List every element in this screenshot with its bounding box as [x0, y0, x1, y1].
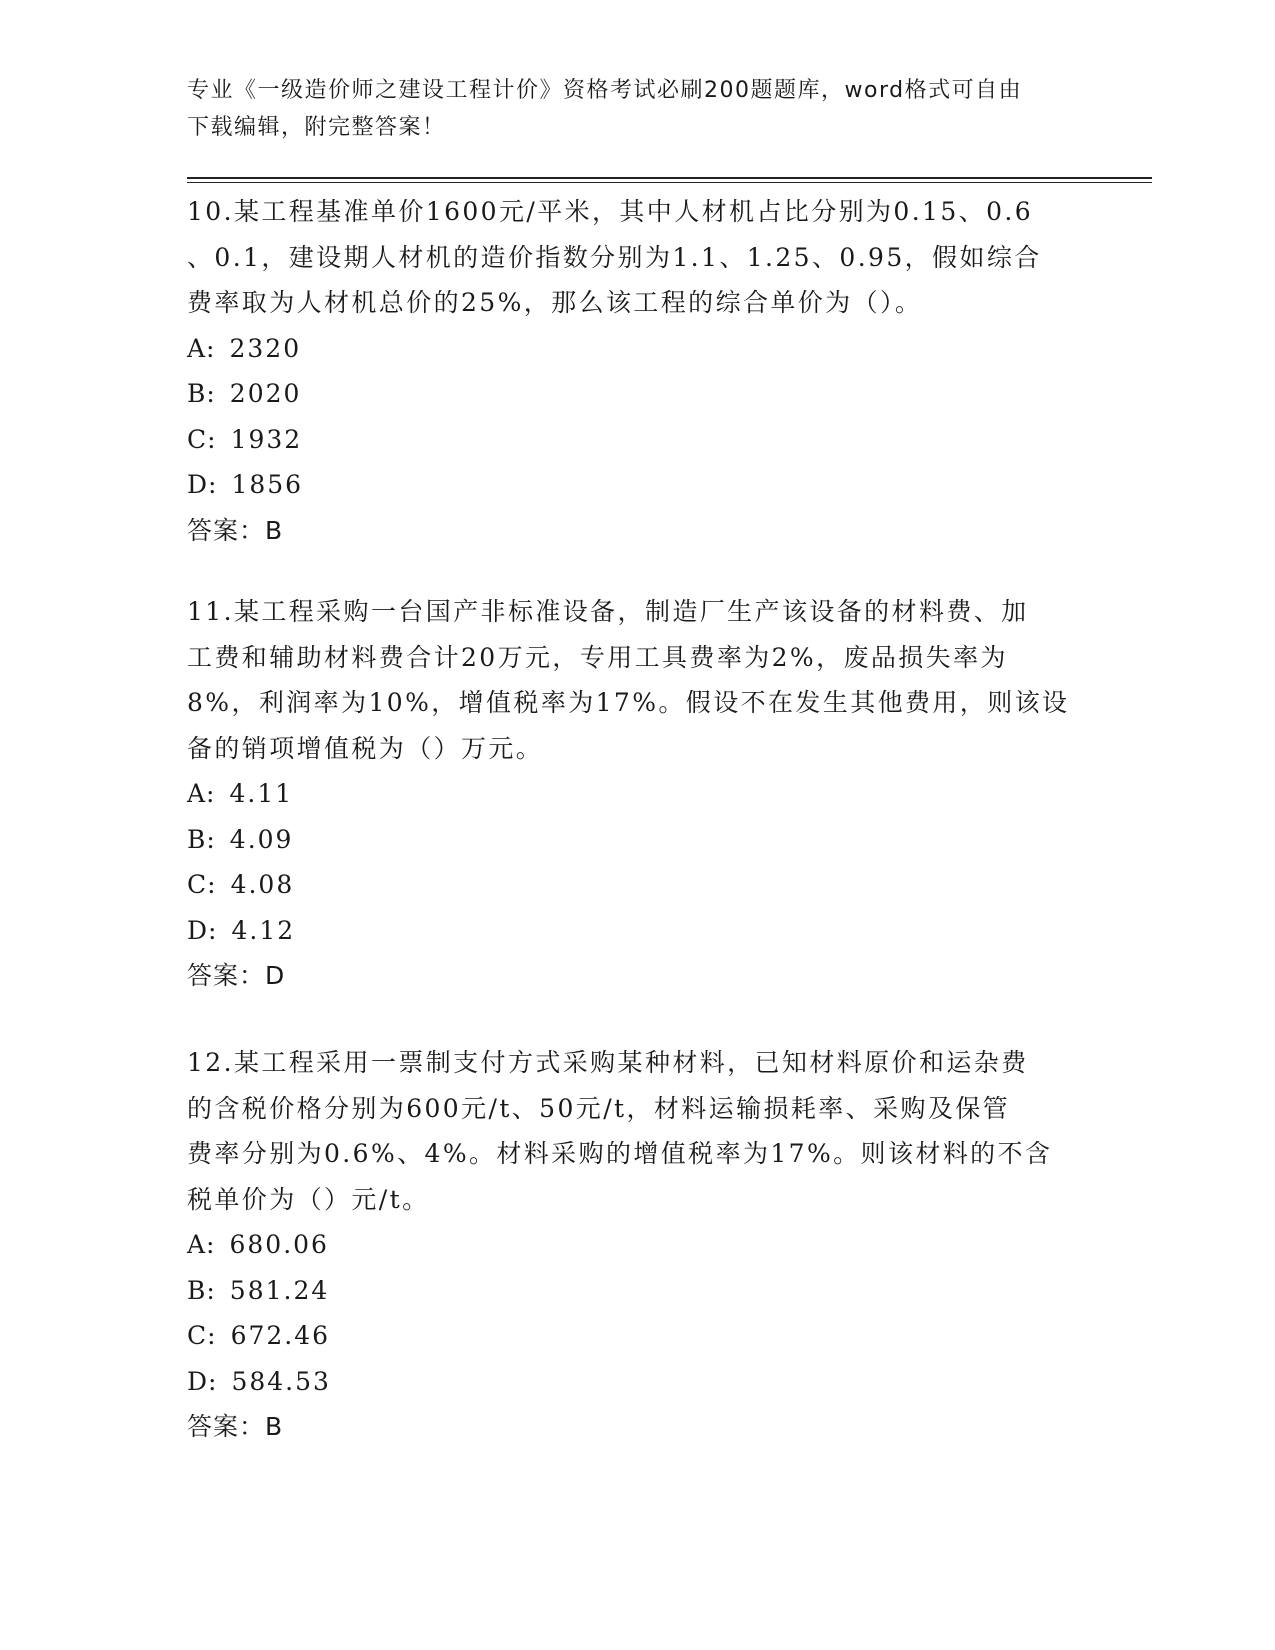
header-divider-thick: [187, 177, 1152, 179]
option-value: 4.08: [230, 870, 295, 899]
question-stem-line: 8%，利润率为10%，增值税率为17%。假设不在发生其他费用，则该设: [187, 688, 1070, 717]
option-letter: C:: [187, 870, 217, 899]
option-value: 1856: [231, 470, 304, 499]
option-value: 672.46: [230, 1321, 331, 1350]
option-value: 1932: [230, 424, 303, 454]
question-12: [187, 1040, 1082, 1450]
header-divider-thin: [187, 182, 1152, 183]
option-letter: D:: [187, 915, 218, 945]
answer-label: 答案：B: [187, 515, 284, 545]
option-a: [187, 326, 1082, 372]
option-value: 584.53: [231, 1366, 331, 1396]
option-value: 2320: [229, 333, 302, 363]
option-d: [187, 462, 1082, 508]
option-c: [187, 862, 1082, 908]
option-value: 581.24: [229, 1275, 330, 1305]
option-b: [187, 817, 1082, 863]
question-10: [187, 189, 1082, 553]
option-b: [187, 1268, 1082, 1314]
option-value: 4.12: [231, 915, 296, 945]
option-letter: D:: [187, 1366, 218, 1396]
header-line-2: 下载编辑，附完整答案！: [187, 115, 446, 140]
option-letter: B:: [187, 824, 216, 854]
option-letter: A:: [187, 333, 216, 363]
question-stem-line: 10.某工程基准单价1600元/平米，其中人材机占比分别为0.15、0.6: [187, 197, 1034, 226]
option-letter: C:: [187, 424, 217, 454]
option-letter: D:: [187, 470, 218, 499]
question-stem-line: 费率取为人材机总价的25%，那么该工程的综合单价为（）。: [187, 288, 923, 317]
header-line-1: 专业《一级造价师之建设工程计价》资格考试必刷200题题库，word格式可自由: [187, 78, 1023, 103]
option-value: 4.09: [229, 824, 294, 854]
option-a: [187, 771, 1082, 817]
option-letter: A:: [187, 779, 216, 808]
option-c: [187, 417, 1082, 463]
option-d: [187, 1359, 1082, 1405]
question-11: [187, 589, 1082, 999]
option-value: 2020: [229, 379, 302, 408]
question-stem-line: 11.某工程采购一台国产非标准设备，制造厂生产该设备的材料费、加: [187, 597, 1029, 626]
option-value: 680.06: [229, 1230, 329, 1259]
answer-label: 答案：D: [187, 961, 286, 990]
option-d: [187, 908, 1082, 954]
document-header: [187, 72, 1067, 146]
option-letter: B:: [187, 379, 216, 408]
option-letter: A:: [187, 1230, 216, 1259]
question-stem-line: 、0.1，建设期人材机的造价指数分别为1.1、1.25、0.95，假如综合: [187, 242, 1042, 272]
option-value: 4.11: [229, 779, 294, 808]
question-stem-line: 备的销项增值税为（）万元。: [187, 733, 544, 763]
option-a: [187, 1222, 1082, 1268]
question-stem-line: 12.某工程采用一票制支付方式采购某种材料，已知材料原价和运杂费: [187, 1048, 1029, 1077]
question-stem-line: 的含税价格分别为600元/t、50元/t，材料运输损耗率、采购及保管: [187, 1093, 1011, 1123]
option-letter: C:: [187, 1321, 217, 1350]
option-c: [187, 1313, 1082, 1359]
question-stem-line: 费率分别为0.6%、4%。材料采购的增值税率为17%。则该材料的不含: [187, 1139, 1053, 1168]
option-b: [187, 371, 1082, 417]
question-stem-line: 税单价为（）元/t。: [187, 1184, 430, 1214]
option-letter: B:: [187, 1275, 216, 1305]
answer-label: 答案：B: [187, 1412, 284, 1441]
question-stem-line: 工费和辅助材料费合计20万元，专用工具费率为2%，废品损失率为: [187, 642, 1008, 672]
